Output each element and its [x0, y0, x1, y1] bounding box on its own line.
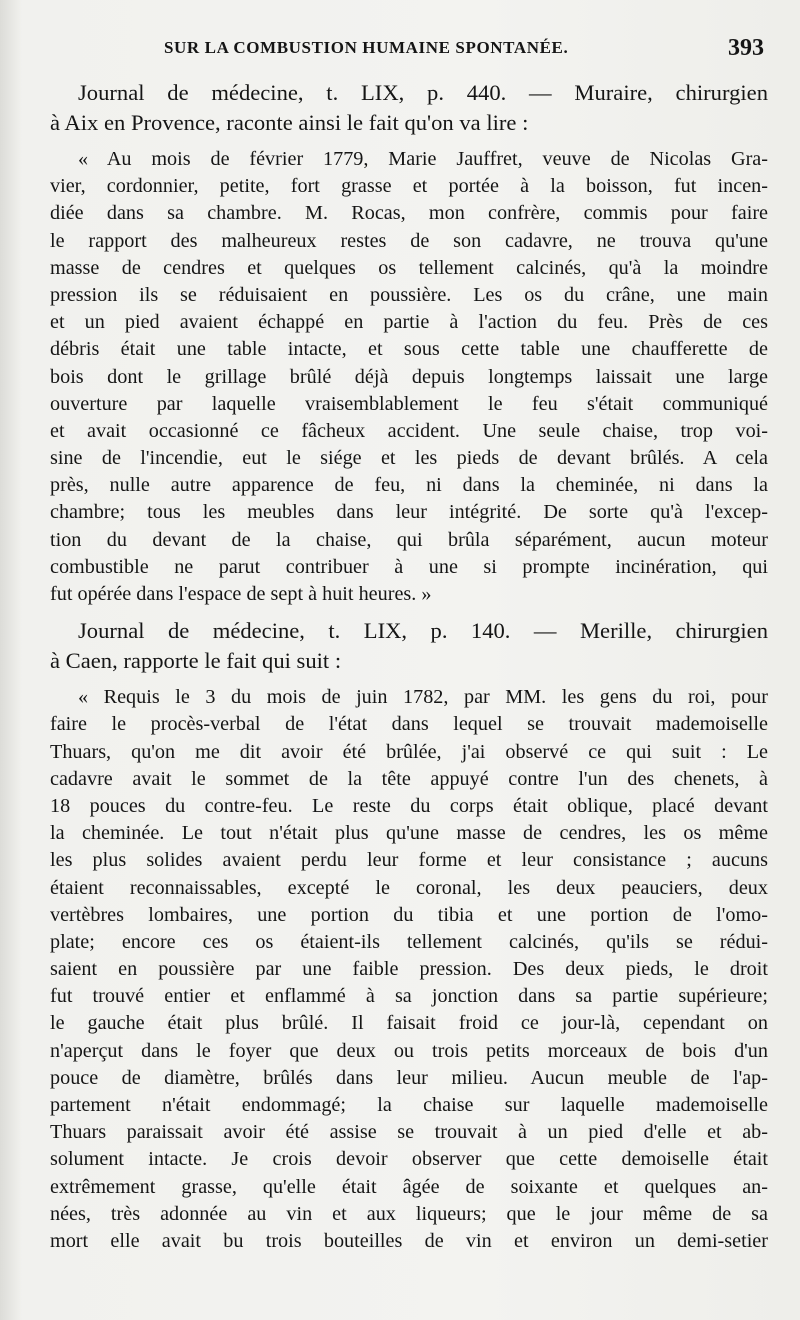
section-1-intro-line-2: à Aix en Provence, raconte ainsi le fait qu'on va lire :	[50, 110, 529, 135]
section-2-intro-line-2: à Caen, rapporte le fait qui suit :	[50, 648, 342, 674]
text-line: « Requis le 3 du mois de juin 1782, par MM. les gens du roi, pour	[78, 686, 768, 709]
text-line: les plus solides avaient perdu leur forme et leur consistance ; aucuns	[50, 849, 768, 872]
text-line: faire le procès-verbal de l'état dans lequel se trouvait mademoiselle	[50, 713, 768, 736]
section-1-intro-line-1: Journal de médecine, t. LIX, p. 440. — Muraire, chirurgien	[78, 80, 768, 105]
text-line: vier, cordonnier, petite, fort grasse et portée à la boisson, fut incen-	[50, 175, 768, 198]
text-line: le rapport des malheureux restes de son cadavre, ne trouva qu'une	[50, 229, 768, 252]
text-line: fut trouvé entier et enflammé à sa jonction dans sa partie supérieure;	[50, 985, 768, 1008]
section-2-quote	[50, 684, 768, 1255]
section-1-quote	[50, 146, 768, 608]
text-line: ouverture par laquelle vraisemblablement le feu s'était communiqué	[50, 392, 768, 415]
text-line: mort elle avait bu trois bouteilles de vin et environ un demi-setier	[50, 1229, 768, 1252]
page-body	[50, 78, 768, 1255]
text-line: le gauche était plus brûlé. Il faisait froid ce jour-là, cependant on	[50, 1012, 768, 1035]
text-line: cadavre avait le sommet de la tête appuyé contre l'un des chenets, à	[50, 767, 768, 790]
text-line: « Au mois de février 1779, Marie Jauffret, veuve de Nicolas Gra-	[78, 148, 768, 170]
section-2	[50, 616, 768, 1255]
text-line: Thuars paraissait avoir été assise se trouvait à un pied d'elle et ab-	[50, 1121, 768, 1144]
text-line: et un pied avaient échappé en partie à l'action du feu. Près de ces	[50, 311, 768, 334]
text-line: n'aperçut dans le foyer que deux ou trois petits morceaux de bois d'un	[50, 1039, 768, 1062]
text-line: saient en poussière par une faible pression. Des deux pieds, le droit	[50, 958, 768, 981]
text-line: vertèbres lombaires, une portion du tibia et une portion de l'omo-	[50, 903, 768, 926]
text-line: étaient reconnaissables, excepté le coronal, les deux peauciers, deux	[50, 876, 768, 899]
page-number: 393	[728, 35, 764, 61]
text-line: et avait occasionné ce fâcheux accident. Une seule chaise, trop voi-	[50, 419, 768, 442]
text-line: chambre; tous les meubles dans leur intégrité. De sorte qu'à l'excep-	[50, 501, 768, 524]
text-line: nées, très adonnée au vin et aux liqueurs; que le jour même de sa	[50, 1202, 768, 1225]
text-line: la cheminée. Le tout n'était plus qu'une masse de cendres, les os même	[50, 822, 768, 845]
text-line: diée dans sa chambre. M. Rocas, mon confrère, commis pour faire	[50, 202, 768, 225]
text-line: solument intacte. Je crois devoir observer que cette demoiselle était	[50, 1148, 768, 1171]
text-line: près, nulle autre apparence de feu, ni dans la cheminée, ni dans la	[50, 474, 768, 497]
text-line: Thuars, qu'on me dit avoir été brûlée, j'ai observé ce qui suit : Le	[50, 740, 768, 763]
page-header	[52, 35, 768, 66]
text-line: partement n'était endommagé; la chaise sur laquelle mademoiselle	[50, 1094, 768, 1116]
text-line: combustible ne parut contribuer à une si prompte incinération, qui	[50, 555, 768, 578]
running-title: SUR LA COMBUSTION HUMAINE SPONTANÉE.	[164, 38, 569, 57]
section-1	[50, 78, 768, 608]
text-line: débris était une table intacte, et sous cette table une chaufferette de	[50, 338, 768, 361]
text-line: fut opérée dans l'espace de sept à huit heures. »	[50, 583, 432, 605]
section-2-intro-line-1: Journal de médecine, t. LIX, p. 140. — Merille, chirurgien	[78, 618, 768, 644]
text-line: sine de l'incendie, eut le siége et les pieds de devant brûlés. A cela	[50, 447, 768, 470]
text-line: tion du devant de la chaise, qui brûla séparément, aucun moteur	[50, 528, 768, 551]
text-line: 18 pouces du contre-feu. Le reste du corps était oblique, placé devant	[50, 794, 768, 817]
text-line: masse de cendres et quelques os tellement calcinés, qu'à la moindre	[50, 256, 768, 279]
text-line: plate; encore ces os étaient-ils tellement calcinés, qu'ils se rédui-	[50, 930, 768, 953]
text-line: pouce de diamètre, brûlés dans leur milieu. Aucun meuble de l'ap-	[50, 1066, 768, 1089]
text-line: pression ils se réduisaient en poussière. Les os du crâne, une main	[50, 283, 768, 306]
text-line: bois dont le grillage brûlé déjà depuis longtemps laissait une large	[50, 365, 768, 388]
text-line: extrêmement grasse, qu'elle était âgée de soixante et quelques an-	[50, 1175, 768, 1198]
